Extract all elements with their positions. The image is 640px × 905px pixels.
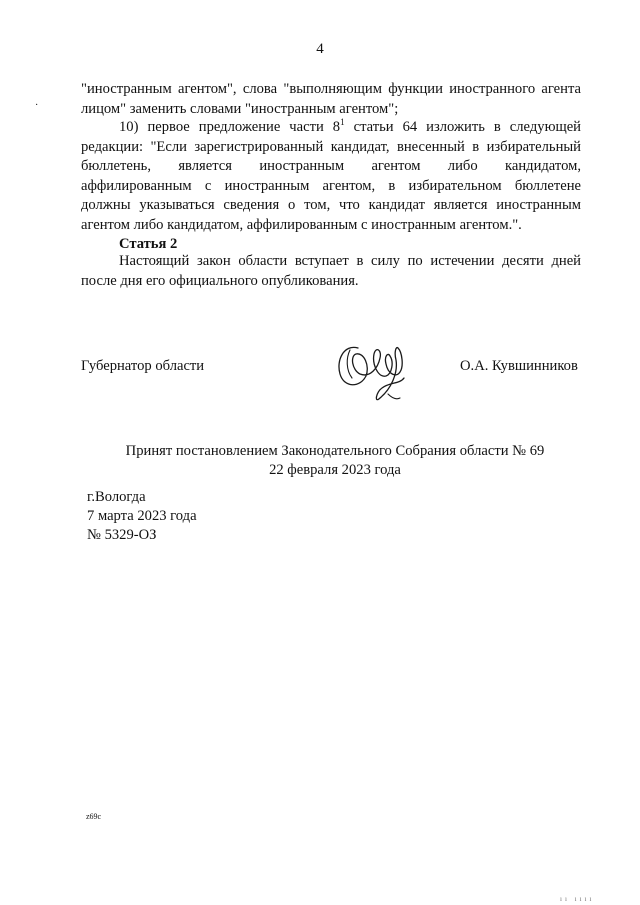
scan-marks: ıı ıııı	[560, 895, 595, 903]
page-number: 4	[316, 41, 324, 57]
scan-speck: ·	[35, 100, 39, 111]
paragraph-line: после дня его официального опубликования.	[81, 272, 359, 289]
paragraph-line: редакции: "Если зарегистрированный кандидат, внесенный в избирательный	[81, 138, 581, 155]
signatory-name: О.А. Кувшинников	[460, 358, 578, 374]
city: г.Вологда	[87, 489, 146, 505]
paragraph-line	[81, 118, 581, 138]
paragraph-line: аффилированным с иностранным агентом, в избирательном бюллетене	[81, 177, 581, 194]
article-2-heading: Статья 2	[119, 236, 178, 252]
adoption-line: Принят постановлением Законодательного Собрания области № 69	[125, 443, 545, 459]
adoption-date: 22 февраля 2023 года	[269, 462, 401, 478]
article-2-text	[81, 252, 581, 291]
paragraph-line: бюллетень, является иностранным агентом либо кандидатом,	[81, 158, 581, 174]
item-10-text-start: 10) первое предложение части 8	[119, 119, 341, 135]
paragraph-line: должны указываться сведения о том, что кандидат является иностранным	[81, 197, 581, 213]
paragraph-line: лицом" заменить словами "иностранным агентом";	[81, 100, 399, 117]
adoption-note	[0, 442, 640, 480]
signing-date: 7 марта 2023 года	[87, 508, 197, 524]
item-10-text-end: статьи 64 изложить в следующей	[344, 119, 581, 135]
handwritten-signature	[330, 338, 420, 410]
paragraph-line: Настоящий закон области вступает в силу по истечении десяти дней	[119, 253, 581, 269]
place-and-date	[87, 488, 197, 545]
footer-code: z69c	[86, 812, 102, 821]
law-number: № 5329-ОЗ	[87, 527, 157, 543]
superscript: 1	[340, 117, 345, 127]
paragraph-item-10	[81, 118, 581, 235]
paragraph-amendment-continuation	[81, 80, 581, 119]
signatory-position: Губернатор области	[81, 358, 205, 374]
paragraph-line: "иностранным агентом", слова "выполняющим функции иностранного агента	[81, 81, 581, 97]
paragraph-line: агентом либо кандидатом, аффилированным с иностранным агентом.".	[81, 216, 522, 233]
